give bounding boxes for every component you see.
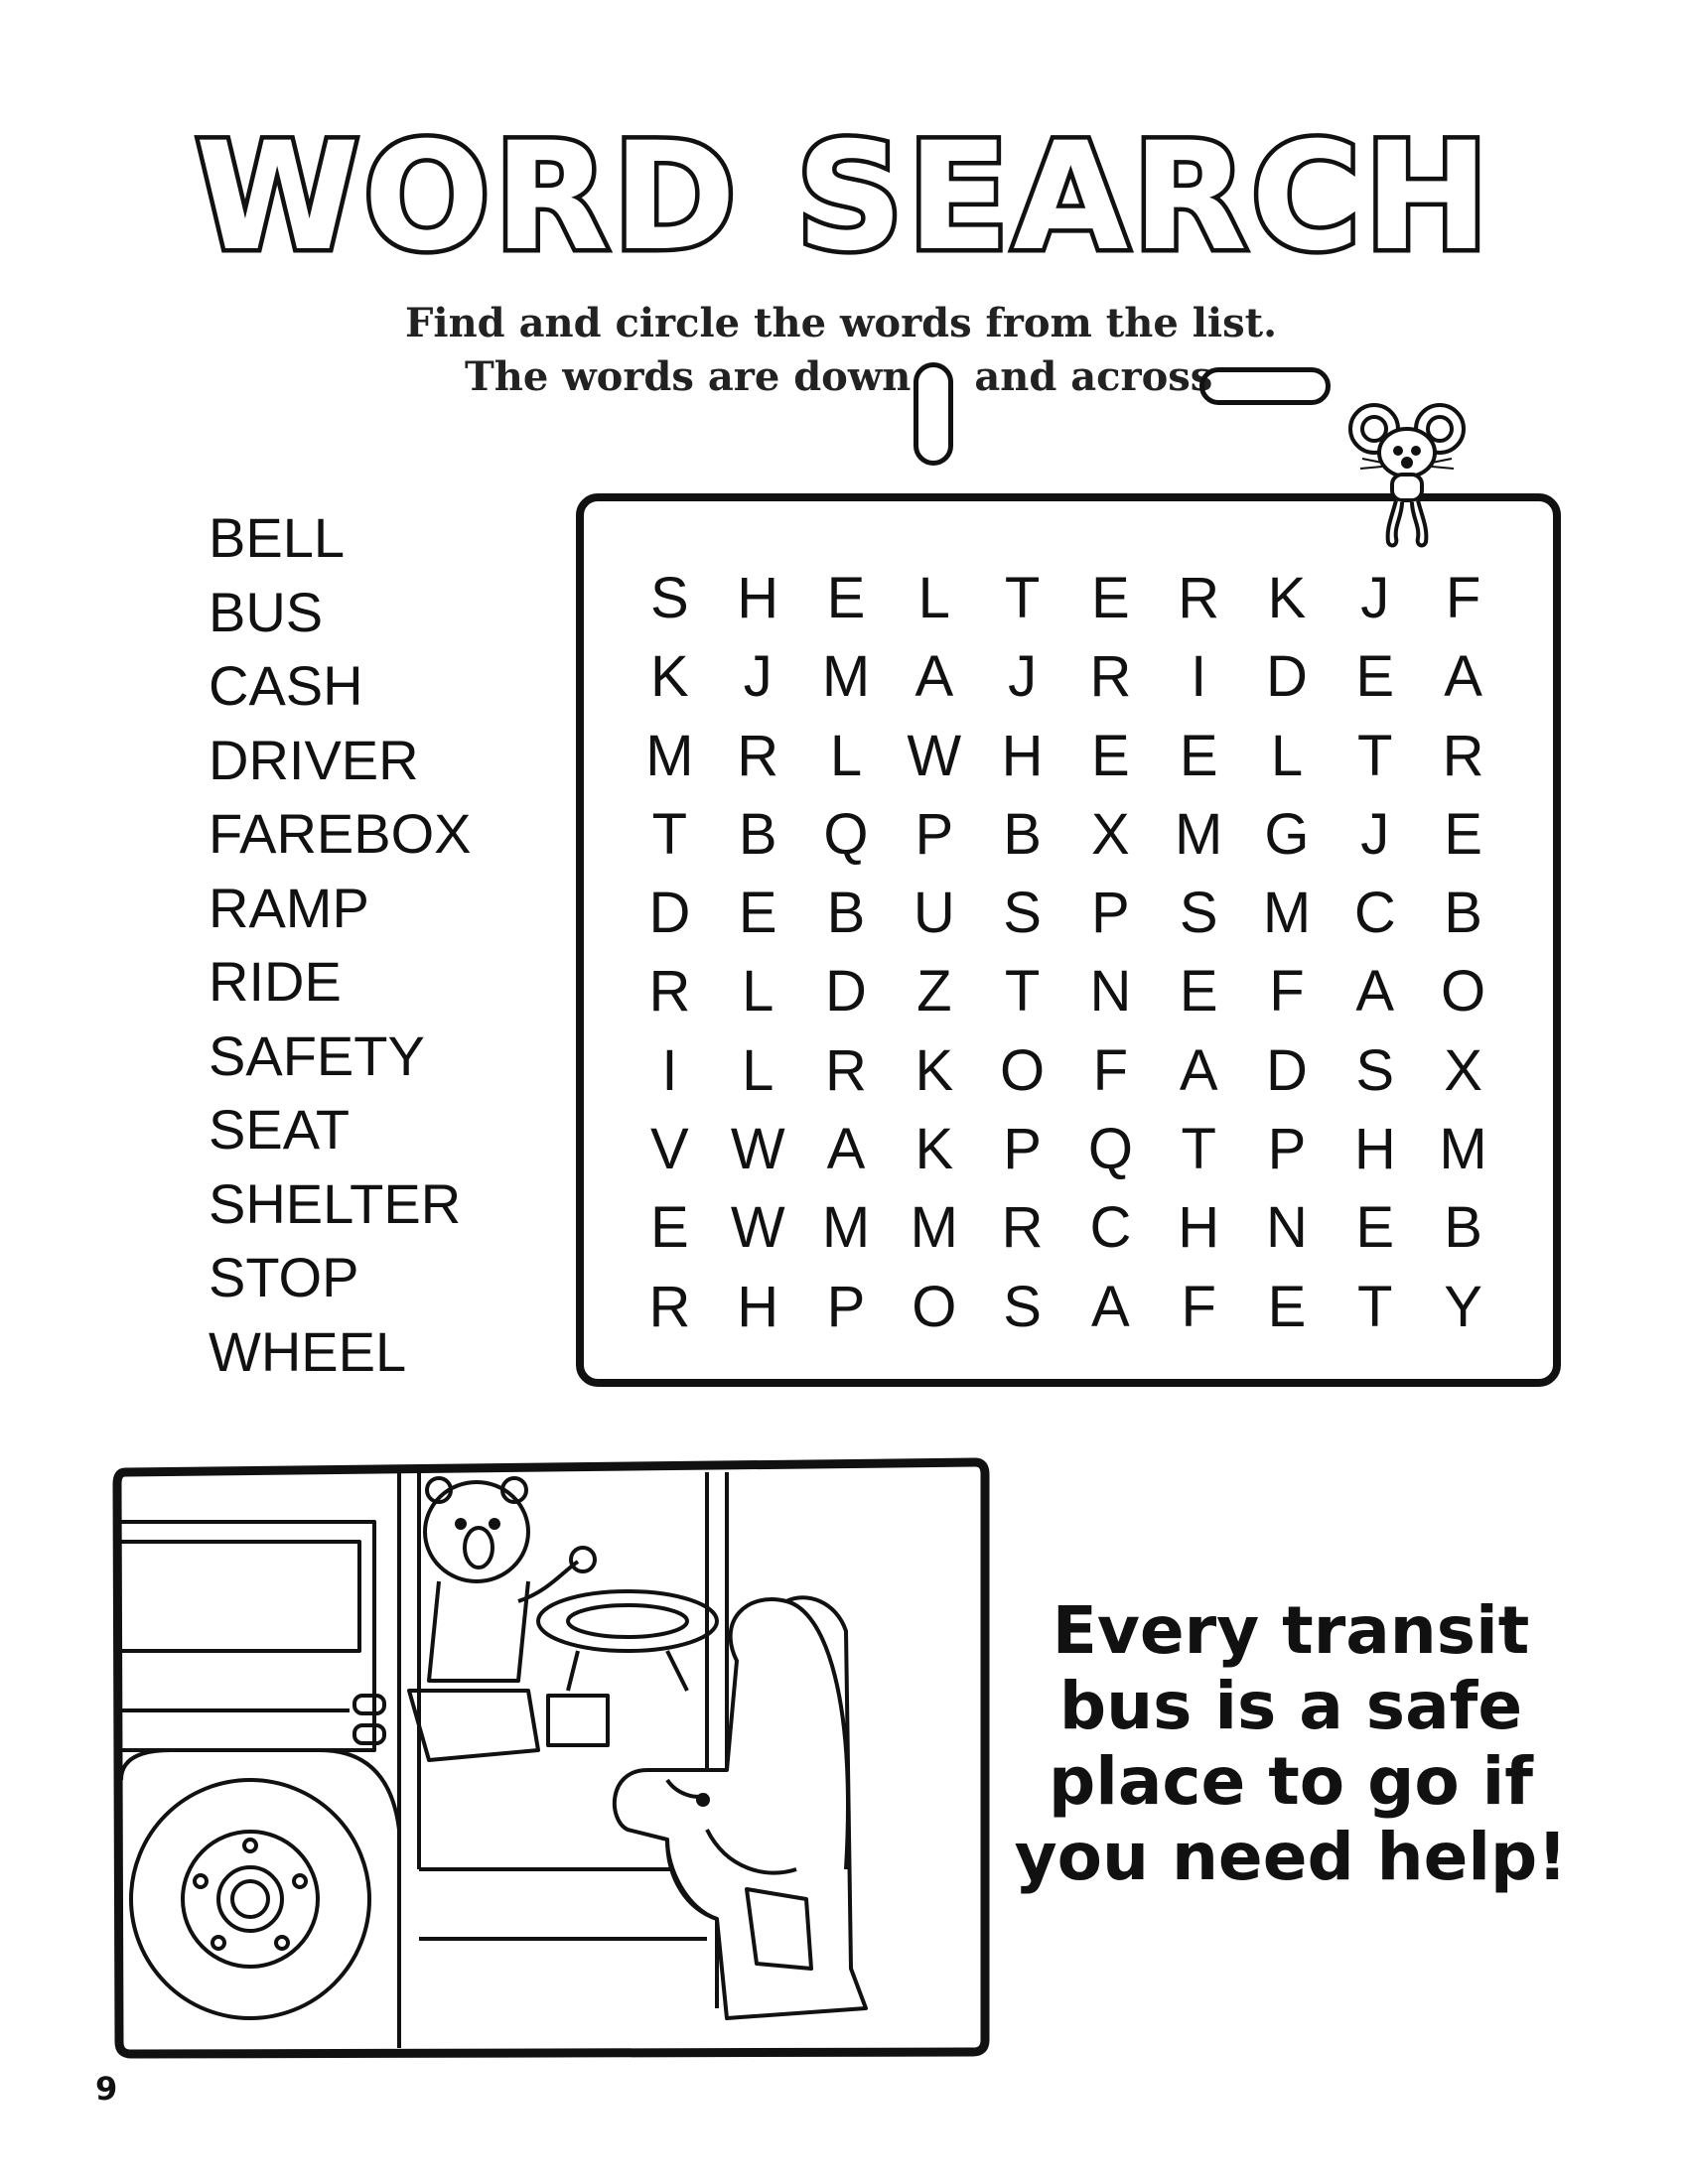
grid-letter: P <box>826 1274 866 1339</box>
page-title <box>0 99 1688 288</box>
word-list-item: BELL <box>209 506 345 569</box>
grid-letter: E <box>1091 566 1130 630</box>
tagline-line: bus is a safe <box>1058 1668 1523 1744</box>
grid-letter: P <box>1267 1117 1307 1182</box>
grid-letter: K <box>914 1037 954 1103</box>
grid-letter: M <box>645 723 694 788</box>
instruction-line-2 <box>465 353 1212 400</box>
grid-letter: R <box>1089 644 1132 710</box>
word-list-item: WHEEL <box>209 1319 407 1383</box>
grid-letter: I <box>1191 644 1207 710</box>
grid-letter: T <box>1004 959 1041 1024</box>
word-list-item: CASH <box>209 654 363 717</box>
grid-letter: K <box>1267 566 1307 630</box>
word-list-item: DRIVER <box>209 728 419 791</box>
grid-letter: C <box>1353 881 1396 946</box>
grid-letter: O <box>1441 959 1486 1024</box>
mouse-mascot-icon <box>1342 397 1472 556</box>
grid-letter: N <box>1266 1195 1308 1261</box>
grid-letter: X <box>1091 801 1130 867</box>
grid-letter: F <box>1092 1037 1129 1103</box>
grid-letter: P <box>1003 1117 1042 1182</box>
tagline-line: you need help! <box>1014 1819 1568 1895</box>
grid-letter: U <box>913 881 955 946</box>
grid-letter: W <box>730 1117 785 1182</box>
letter-grid <box>626 559 1519 1353</box>
grid-letter: A <box>826 1117 866 1182</box>
word-list <box>209 501 472 1389</box>
grid-letter: J <box>1008 644 1038 710</box>
instruction-line-1: Find and circle the words from the list. <box>405 300 1278 346</box>
word-list-item: STOP <box>209 1246 359 1308</box>
grid-letter: B <box>1444 1195 1482 1261</box>
grid-letter: A <box>1091 1274 1130 1339</box>
grid-letter: P <box>914 801 954 867</box>
grid-letter: T <box>1181 1117 1216 1182</box>
grid-letter: J <box>743 644 773 710</box>
grid-letter: H <box>737 1274 779 1339</box>
grid-letter: E <box>1355 644 1395 710</box>
grid-letter: J <box>1360 801 1390 867</box>
grid-letter: C <box>1089 1195 1132 1261</box>
safety-tagline <box>1013 1593 1569 1895</box>
grid-letter: S <box>1003 881 1042 946</box>
down-oval-icon <box>914 362 953 466</box>
grid-letter: R <box>1442 723 1484 788</box>
bus-scene-illustration <box>111 1452 995 2062</box>
grid-letter: W <box>730 1195 785 1261</box>
page-title-text: WORD SEARCH <box>195 111 1493 284</box>
grid-letter: S <box>1179 881 1218 946</box>
grid-letter: Q <box>823 801 869 867</box>
grid-letter: M <box>1175 801 1223 867</box>
grid-letter: H <box>1178 1195 1220 1261</box>
page-number: 9 <box>95 2070 118 2108</box>
grid-letter: L <box>1270 723 1304 788</box>
grid-letter: S <box>1003 1274 1042 1339</box>
grid-letter: H <box>737 566 779 630</box>
grid-letter: V <box>650 1117 689 1182</box>
word-list-item: RAMP <box>209 876 369 939</box>
grid-letter: S <box>650 566 689 630</box>
grid-letter: J <box>1360 566 1390 630</box>
grid-letter: M <box>1262 881 1312 946</box>
instruction-across-text: and across <box>974 353 1213 400</box>
grid-letter: Y <box>1444 1274 1482 1339</box>
grid-letter: K <box>914 1117 954 1182</box>
grid-letter: L <box>917 566 950 630</box>
grid-letter: F <box>1445 566 1481 630</box>
grid-letter: X <box>1444 1037 1482 1103</box>
grid-letter: A <box>1444 644 1482 710</box>
grid-letter: T <box>1357 723 1393 788</box>
grid-letter: T <box>651 801 688 867</box>
grid-letter: O <box>912 1274 957 1339</box>
grid-letter: Z <box>916 959 952 1024</box>
grid-letter: M <box>1439 1117 1487 1182</box>
grid-letter: H <box>1353 1117 1396 1182</box>
grid-letter: D <box>1266 644 1308 710</box>
grid-letter: D <box>1266 1037 1308 1103</box>
grid-letter: R <box>648 1274 691 1339</box>
grid-letter: R <box>1178 566 1220 630</box>
grid-letter: R <box>737 723 779 788</box>
grid-letter: M <box>821 644 871 710</box>
word-list-item: RIDE <box>209 950 342 1013</box>
grid-letter: B <box>826 881 866 946</box>
grid-letter: F <box>1269 959 1305 1024</box>
grid-letter: K <box>650 644 689 710</box>
grid-letter: D <box>648 881 691 946</box>
grid-letter: R <box>648 959 691 1024</box>
grid-letter: E <box>1355 1195 1395 1261</box>
tagline-line: Every transit <box>1052 1592 1530 1669</box>
grid-letter: T <box>1004 566 1041 630</box>
grid-letter: H <box>1001 723 1044 788</box>
grid-letter: P <box>1091 881 1130 946</box>
grid-letter: R <box>825 1037 867 1103</box>
grid-letter: M <box>821 1195 871 1261</box>
grid-letter: L <box>742 959 774 1024</box>
grid-letter: B <box>1444 881 1482 946</box>
grid-letter: E <box>826 566 866 630</box>
tagline-line: place to go if <box>1048 1743 1534 1820</box>
grid-letter: E <box>650 1195 689 1261</box>
grid-letter: O <box>1000 1037 1046 1103</box>
grid-letter: F <box>1181 1274 1216 1339</box>
grid-letter: A <box>914 644 954 710</box>
word-list-item: SAFETY <box>209 1024 425 1087</box>
grid-letter: W <box>907 723 962 788</box>
grid-letter: T <box>1357 1274 1393 1339</box>
grid-letter: B <box>738 801 777 867</box>
grid-letter: N <box>1089 959 1132 1024</box>
word-list-item: SHELTER <box>209 1171 462 1235</box>
grid-letter: E <box>1267 1274 1307 1339</box>
grid-letter: A <box>1355 959 1395 1024</box>
grid-letter: B <box>1003 801 1042 867</box>
grid-letter: A <box>1179 1037 1218 1103</box>
grid-letter: Q <box>1087 1117 1133 1182</box>
grid-letter: E <box>1444 801 1482 867</box>
grid-letter: E <box>1179 723 1218 788</box>
grid-letter: E <box>1179 959 1218 1024</box>
across-oval-icon <box>1199 367 1331 405</box>
grid-letter: E <box>738 881 777 946</box>
grid-letter: L <box>829 723 863 788</box>
word-list-item: FAREBOX <box>209 802 472 865</box>
word-list-item: BUS <box>209 580 324 643</box>
grid-letter: R <box>1001 1195 1044 1261</box>
grid-letter: M <box>910 1195 958 1261</box>
grid-letter: D <box>825 959 867 1024</box>
grid-letter: S <box>1355 1037 1395 1103</box>
grid-letter: G <box>1264 801 1310 867</box>
grid-letter: E <box>1091 723 1130 788</box>
grid-letter: L <box>742 1037 774 1103</box>
word-list-item: SEAT <box>209 1098 351 1160</box>
instruction-down-text: The words are down <box>465 353 912 400</box>
grid-letter: I <box>661 1037 678 1103</box>
